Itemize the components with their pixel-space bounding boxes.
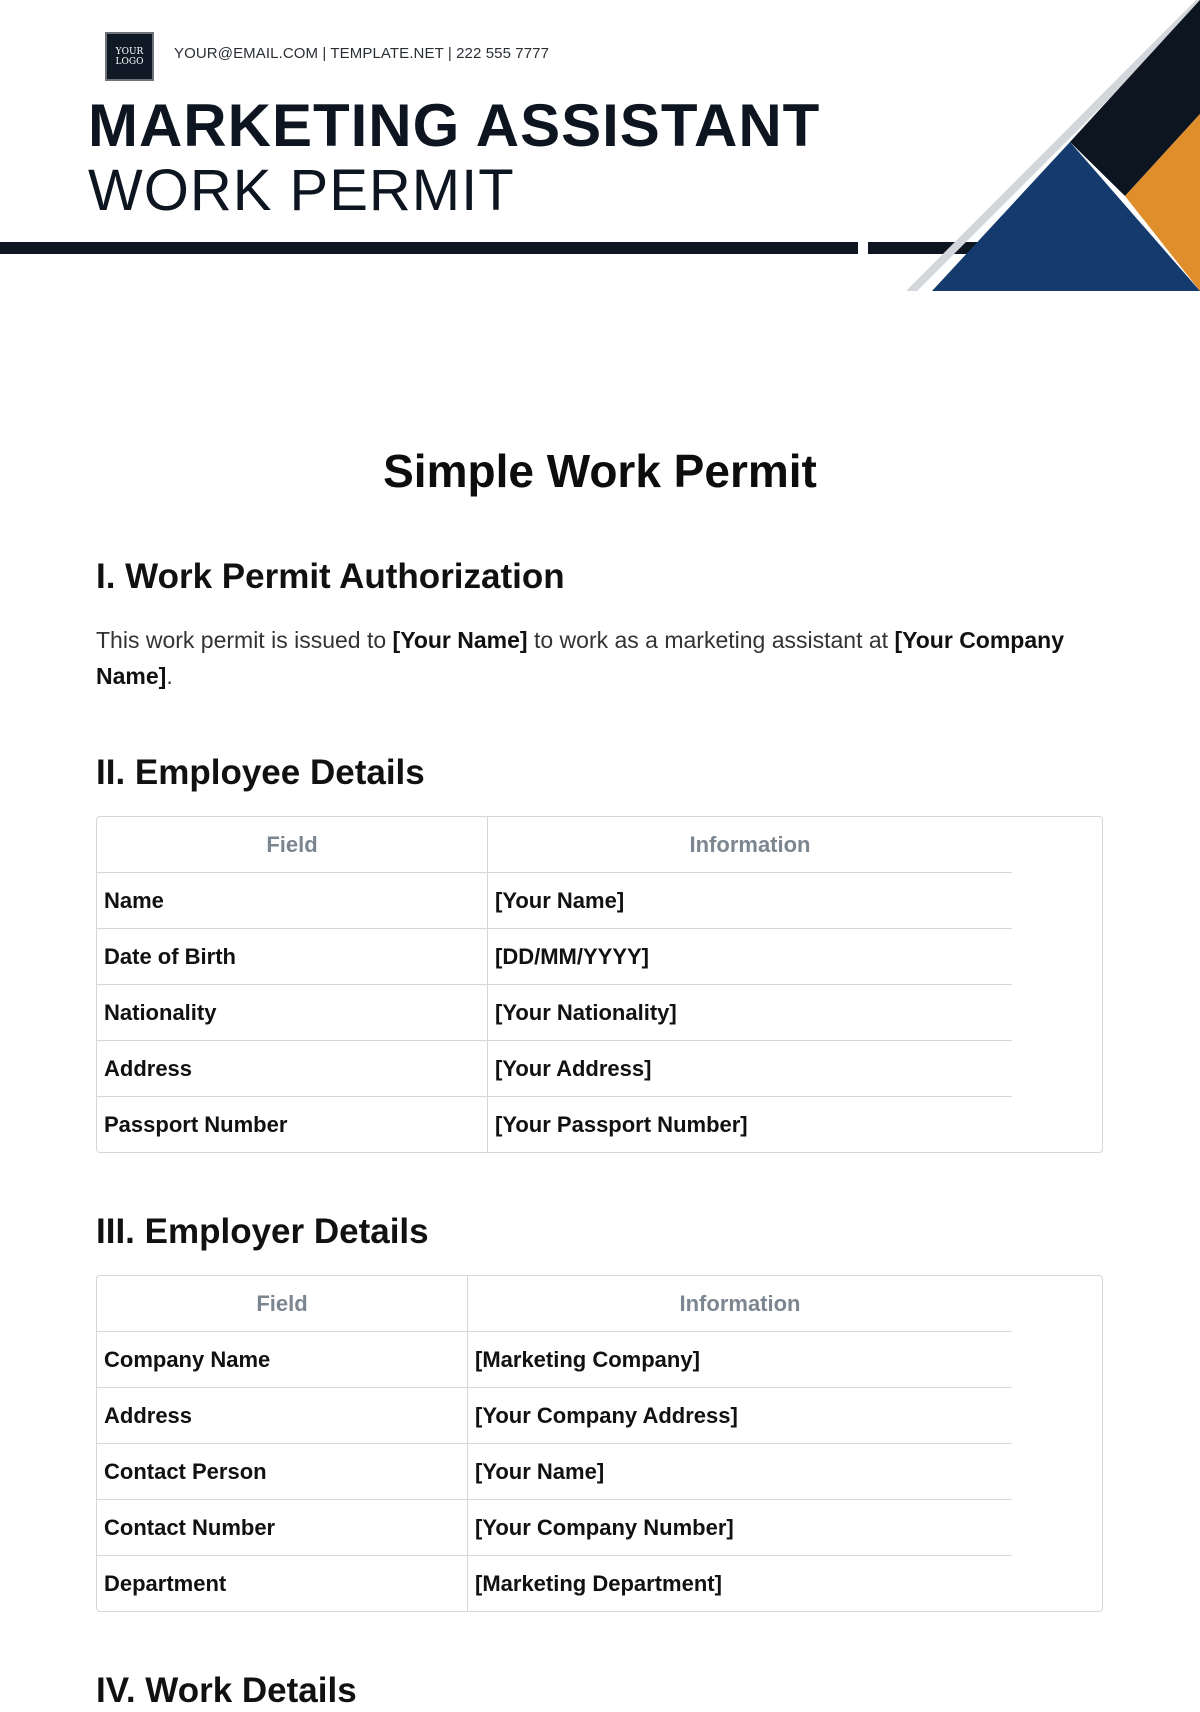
contact-line: YOUR@EMAIL.COM | TEMPLATE.NET | 222 555 7777: [174, 45, 550, 62]
field-cell: Contact Number: [97, 1500, 468, 1556]
value-cell: [Your Nationality]: [488, 985, 1013, 1041]
value-cell: [Your Company Address]: [468, 1388, 1013, 1444]
table-row: [97, 1097, 1012, 1153]
document-title: Simple Work Permit: [383, 444, 817, 497]
employer-details-table: [96, 1275, 1103, 1612]
value-cell: [Your Name]: [488, 873, 1013, 929]
value-cell: [Your Address]: [488, 1041, 1013, 1097]
table-row: [97, 985, 1012, 1041]
field-cell: Department: [97, 1556, 468, 1612]
field-cell: Address: [97, 1041, 488, 1097]
section-heading-work-details: IV. Work Details: [96, 1671, 357, 1710]
table-row: [97, 1041, 1012, 1097]
field-cell: Passport Number: [97, 1097, 488, 1153]
field-cell: Contact Person: [97, 1444, 468, 1500]
table-row: [97, 1556, 1012, 1612]
header-rule-long: [0, 242, 858, 254]
header-decoration: [0, 0, 1200, 300]
column-header-information: Information: [488, 817, 1013, 873]
para-bold-name: [Your Name]: [392, 627, 528, 653]
field-cell: Company Name: [97, 1332, 468, 1388]
table-header-row: [97, 1276, 1012, 1332]
field-cell: Address: [97, 1388, 468, 1444]
section-heading-authorization: I. Work Permit Authorization: [96, 557, 565, 596]
header-title-line2: WORK PERMIT: [88, 158, 515, 223]
para-bold-company: [Your Company Name]: [96, 627, 1064, 689]
authorization-paragraph: [96, 622, 1096, 694]
value-cell: [Marketing Department]: [475, 1570, 722, 1596]
value-cell: [Your Name]: [468, 1444, 1013, 1500]
para-text-3: .: [166, 663, 173, 689]
value-cell: [Your Passport Number]: [495, 1111, 748, 1137]
table-header-row: [97, 817, 1012, 873]
employee-details-table: [96, 816, 1103, 1153]
field-cell: Date of Birth: [97, 929, 488, 985]
section-heading-employer: III. Employer Details: [96, 1212, 429, 1251]
section-heading-employee: II. Employee Details: [96, 753, 425, 792]
para-text-2: to work as a marketing assistant at: [527, 627, 895, 653]
table-row: [97, 1500, 1012, 1556]
logo-text: YOUR LOGO: [115, 46, 144, 67]
table-row: [97, 1444, 1012, 1500]
header-title-line1: MARKETING ASSISTANT: [88, 92, 821, 159]
table-row: [97, 1332, 1012, 1388]
field-cell: Name: [97, 873, 488, 929]
value-cell: [Your Company Number]: [468, 1500, 1013, 1556]
value-cell: [DD/MM/YYYY]: [488, 929, 1013, 985]
table-row: [97, 929, 1012, 985]
document-header: [0, 0, 1200, 300]
table-row: [97, 1388, 1012, 1444]
column-header-field: Field: [97, 1276, 468, 1332]
table-row: [97, 873, 1012, 929]
para-text-1: This work permit is issued to: [96, 627, 393, 653]
column-header-information: Information: [468, 1276, 1013, 1332]
field-cell: Nationality: [97, 985, 488, 1041]
value-cell: [Marketing Company]: [468, 1332, 1013, 1388]
column-header-field: Field: [97, 817, 488, 873]
